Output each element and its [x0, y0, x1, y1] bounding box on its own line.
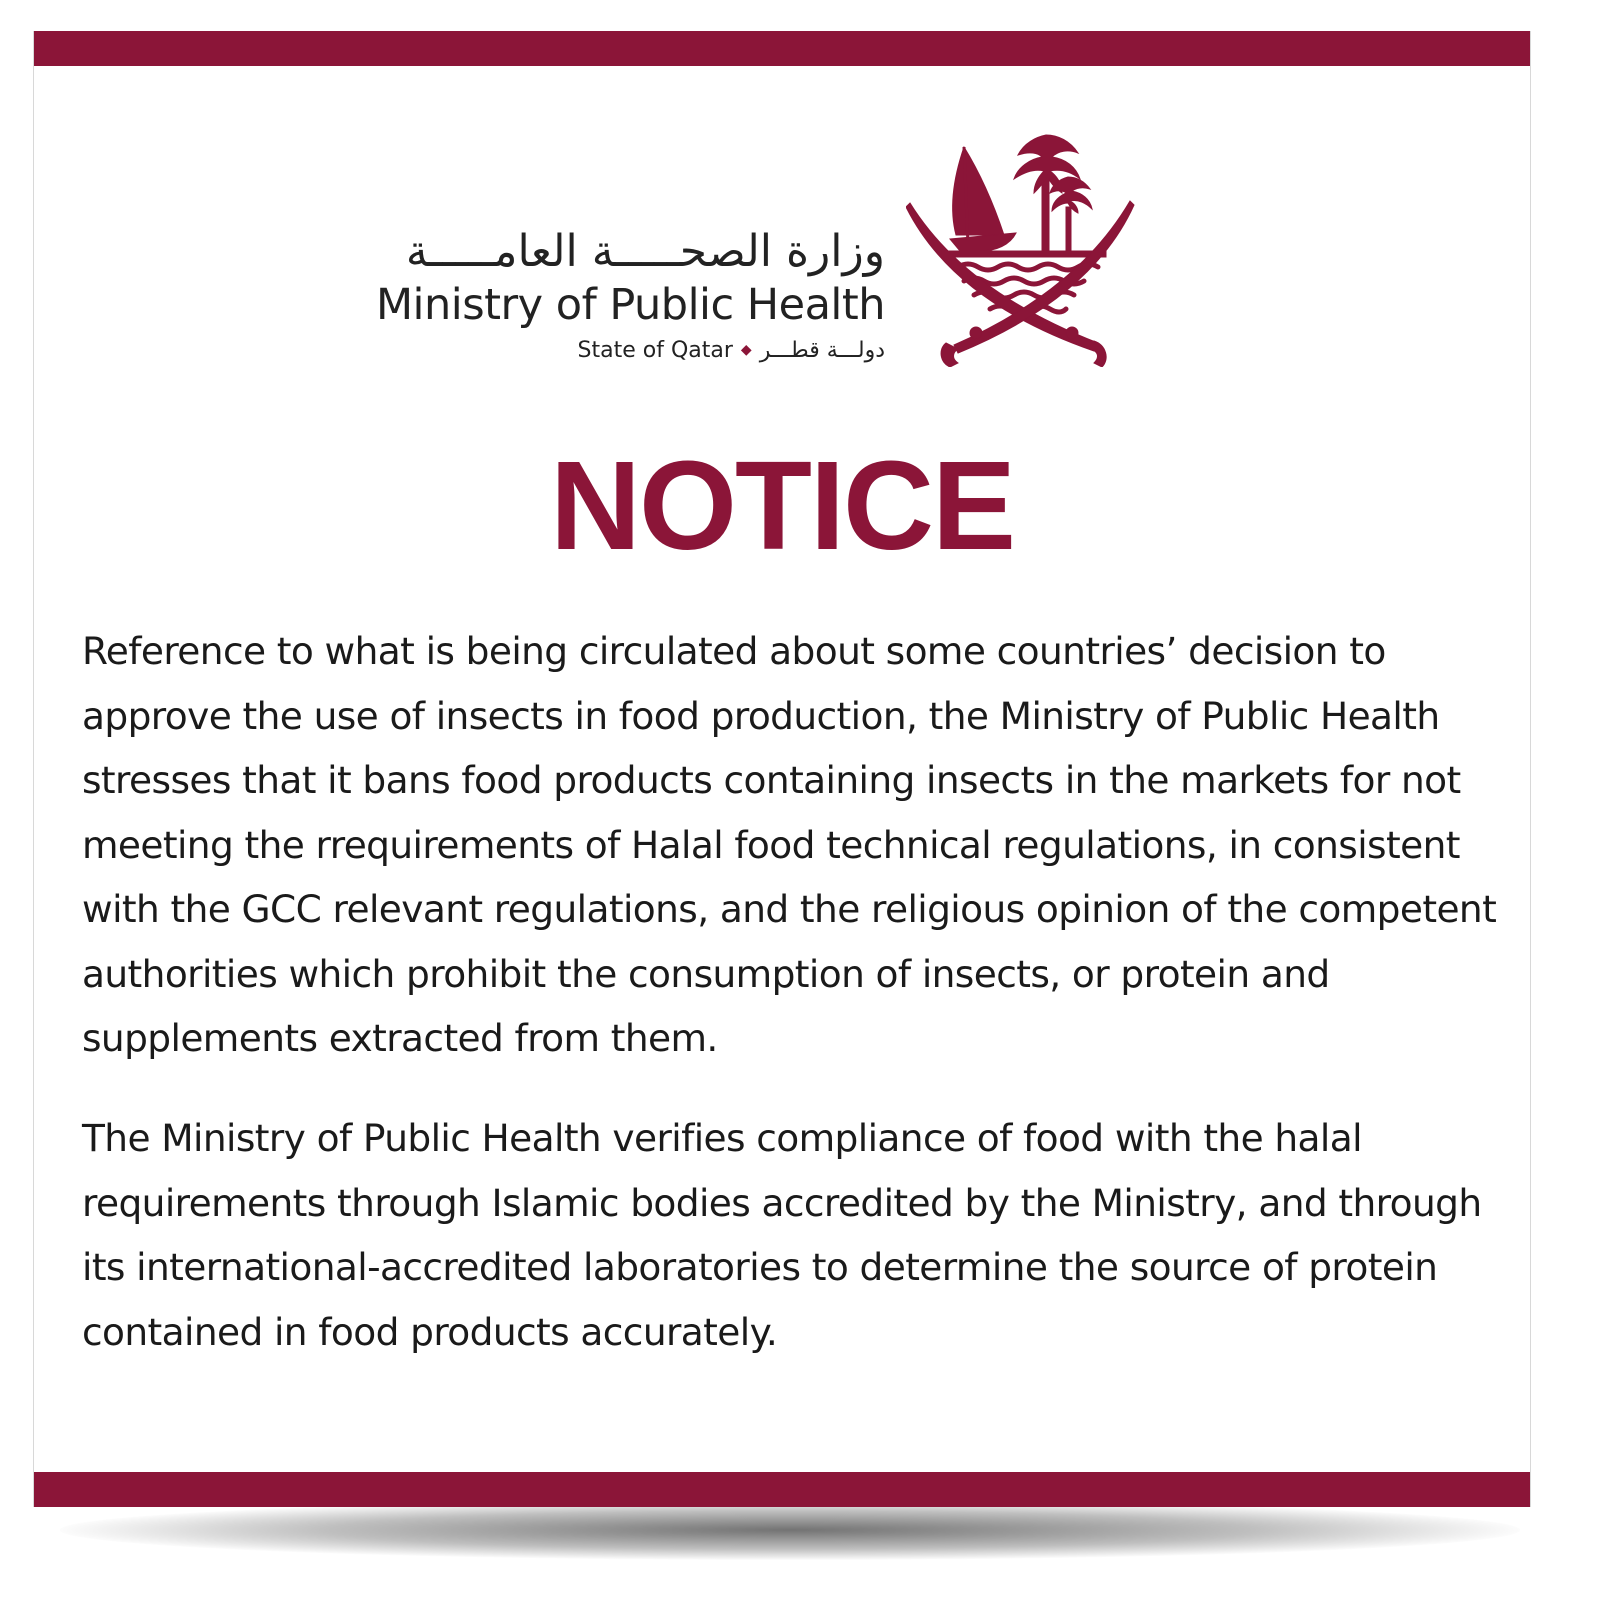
notice-paragraph-1: Reference to what is being circulated about some countries’ decision to approve the use of insects in food production, the Ministry of Public Health stresses that it bans food products containing insects in the markets for not meeting the rrequirements of Halal food technical regulations, in consistent with the GCC relevant regulations, and the religious opinion of the competent authorities which prohibit the consumption of insects, or protein and supplements extracted from them. [82, 629, 1497, 1060]
emblem-sail [953, 147, 1004, 235]
emblem-palm-trunk [1042, 177, 1049, 253]
ministry-name-english: Ministry of Public Health [375, 280, 885, 330]
state-line [376, 332, 885, 369]
emblem-boat [950, 233, 1016, 251]
emblem-guard-left [970, 327, 982, 339]
emblem-hilt-right [1090, 341, 1106, 367]
bottom-band [34, 1472, 1530, 1507]
emblem-guard-right [1066, 327, 1078, 339]
emblem-ground [946, 251, 1106, 257]
notice-paragraph-2: The Ministry of Public Health verifies compliance of food with the halal requirements through Islamic bodies accredited by the Ministry, and through its international-accredited laboratories to determine the source of protein contained in food products accurately. [82, 1116, 1482, 1354]
state-english: State of Qatar [577, 338, 733, 363]
ministry-logo [34, 131, 1530, 401]
notice-card [33, 31, 1531, 1507]
ministry-name-arabic: وزارة الصحـــــة العامـــــة [405, 226, 885, 277]
notice-title: NOTICE [549, 435, 1014, 576]
qatar-emblem-icon [906, 127, 1146, 367]
emblem-palm-small-trunk [1066, 207, 1071, 253]
state-arabic: دولـــة قطـــر [759, 338, 885, 363]
card-shadow [60, 1500, 1520, 1560]
top-band [34, 31, 1530, 66]
ministry-wordmark [376, 226, 885, 369]
separator-diamond: ◆ [740, 342, 752, 358]
